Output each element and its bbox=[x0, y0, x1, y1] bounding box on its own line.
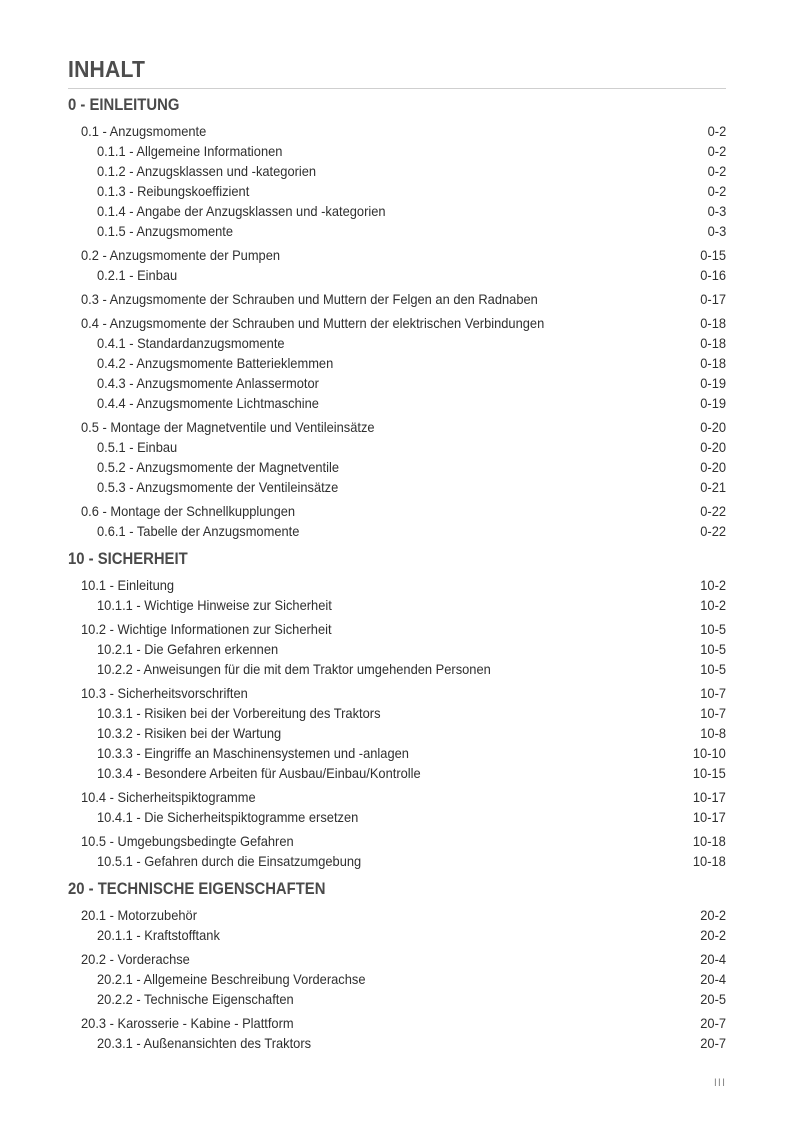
toc-group bbox=[0, 949, 794, 1009]
toc-group bbox=[0, 683, 794, 783]
toc-entry-title: 10.2.2 - Anweisungen für die mit dem Traktor umgehenden Personen bbox=[97, 661, 491, 677]
toc-entry-page: 0-18 bbox=[700, 335, 726, 351]
toc-subentry[interactable] bbox=[0, 141, 794, 161]
toc-entry-title: 0.3 - Anzugsmomente der Schrauben und Muttern der Felgen an den Radnaben bbox=[81, 291, 538, 307]
toc-subentry[interactable] bbox=[0, 437, 794, 457]
toc-group bbox=[0, 787, 794, 827]
toc-entry-page: 10-18 bbox=[693, 853, 726, 869]
toc-subentry[interactable] bbox=[0, 639, 794, 659]
toc-subentry[interactable] bbox=[0, 723, 794, 743]
toc-entry-page: 0-3 bbox=[707, 203, 726, 219]
toc-entry-page: 20-5 bbox=[700, 991, 726, 1007]
toc-entry-page: 10-5 bbox=[700, 661, 726, 677]
toc-entry[interactable] bbox=[0, 313, 794, 333]
toc-entry-title: 20.2.2 - Technische Eigenschaften bbox=[97, 991, 294, 1007]
toc-entry-page: 0-3 bbox=[707, 223, 726, 239]
toc-entry-title: 20.1 - Motorzubehör bbox=[81, 907, 197, 923]
toc-entry-page: 20-2 bbox=[700, 927, 726, 943]
toc-entry-title: 20.3 - Karosserie - Kabine - Plattform bbox=[81, 1015, 294, 1031]
toc-entry-page: 0-20 bbox=[700, 419, 726, 435]
toc-entry-page: 0-17 bbox=[700, 291, 726, 307]
toc-subentry[interactable] bbox=[0, 763, 794, 783]
toc-subentry[interactable] bbox=[0, 807, 794, 827]
toc-entry[interactable] bbox=[0, 683, 794, 703]
toc-group bbox=[0, 1013, 794, 1053]
toc-entry-page: 10-15 bbox=[693, 765, 726, 781]
toc-entry-page: 10-18 bbox=[693, 833, 726, 849]
toc-entry[interactable] bbox=[0, 575, 794, 595]
toc-entry[interactable] bbox=[0, 121, 794, 141]
toc-entry[interactable] bbox=[0, 949, 794, 969]
toc-subentry[interactable] bbox=[0, 1033, 794, 1053]
toc-entry-page: 10-2 bbox=[700, 597, 726, 613]
section-heading: 10 - SICHERHEIT bbox=[68, 550, 188, 568]
toc-entry-title: 0.4.4 - Anzugsmomente Lichtmaschine bbox=[97, 395, 319, 411]
table-of-contents bbox=[0, 93, 794, 1053]
toc-entry-title: 0.4.3 - Anzugsmomente Anlassermotor bbox=[97, 375, 319, 391]
toc-entry[interactable] bbox=[0, 1013, 794, 1033]
toc-entry-page: 10-5 bbox=[700, 621, 726, 637]
toc-entry-page: 10-10 bbox=[693, 745, 726, 761]
toc-entry-page: 10-2 bbox=[700, 577, 726, 593]
toc-entry-title: 10.3.2 - Risiken bei der Wartung bbox=[97, 725, 282, 741]
toc-entry[interactable] bbox=[0, 831, 794, 851]
toc-entry-page: 0-20 bbox=[700, 439, 726, 455]
toc-group bbox=[0, 905, 794, 945]
toc-entry-title: 0.1.5 - Anzugsmomente bbox=[97, 223, 234, 239]
toc-entry[interactable] bbox=[0, 501, 794, 521]
toc-entry-page: 0-22 bbox=[700, 503, 726, 519]
toc-entry-title: 10.5.1 - Gefahren durch die Einsatzumgebung bbox=[97, 853, 362, 869]
toc-entry-title: 10.4 - Sicherheitspiktogramme bbox=[81, 789, 256, 805]
toc-subentry[interactable] bbox=[0, 333, 794, 353]
toc-group bbox=[0, 313, 794, 413]
toc-entry-page: 0-21 bbox=[700, 479, 726, 495]
toc-group bbox=[0, 575, 794, 615]
toc-entry-page: 20-7 bbox=[700, 1035, 726, 1051]
toc-entry-title: 0.6.1 - Tabelle der Anzugsmomente bbox=[97, 523, 300, 539]
toc-entry-title: 10.1.1 - Wichtige Hinweise zur Sicherheit bbox=[97, 597, 332, 613]
toc-entry-title: 0.4 - Anzugsmomente der Schrauben und Muttern der elektrischen Verbindungen bbox=[81, 315, 545, 331]
toc-entry-title: 0.4.2 - Anzugsmomente Batterieklemmen bbox=[97, 355, 334, 371]
toc-subentry[interactable] bbox=[0, 925, 794, 945]
toc-group bbox=[0, 619, 794, 679]
toc-group bbox=[0, 289, 794, 309]
toc-entry-title: 0.5 - Montage der Magnetventile und Ventileinsätze bbox=[81, 419, 375, 435]
section-heading: 20 - TECHNISCHE EIGENSCHAFTEN bbox=[68, 880, 326, 898]
toc-entry[interactable] bbox=[0, 787, 794, 807]
toc-group bbox=[0, 245, 794, 285]
toc-entry-page: 0-15 bbox=[700, 247, 726, 263]
toc-entry-page: 0-2 bbox=[707, 123, 726, 139]
toc-entry[interactable] bbox=[0, 905, 794, 925]
toc-entry-page: 0-2 bbox=[707, 183, 726, 199]
toc-entry-title: 0.5.2 - Anzugsmomente der Magnetventile bbox=[97, 459, 340, 475]
toc-entry-page: 10-7 bbox=[700, 685, 726, 701]
toc-subentry[interactable] bbox=[0, 851, 794, 871]
toc-entry-title: 10.3 - Sicherheitsvorschriften bbox=[81, 685, 248, 701]
toc-entry-page: 20-4 bbox=[700, 951, 726, 967]
toc-entry-title: 0.1.4 - Angabe der Anzugsklassen und -kategorien bbox=[97, 203, 386, 219]
toc-subentry[interactable] bbox=[0, 221, 794, 241]
toc-entry-title: 0.4.1 - Standardanzugsmomente bbox=[97, 335, 285, 351]
toc-entry[interactable] bbox=[0, 417, 794, 437]
toc-entry-title: 20.2 - Vorderachse bbox=[81, 951, 190, 967]
toc-subentry[interactable] bbox=[0, 969, 794, 989]
toc-subentry[interactable] bbox=[0, 181, 794, 201]
page-number: III bbox=[713, 1077, 726, 1089]
section-heading: 0 - EINLEITUNG bbox=[68, 96, 180, 114]
toc-entry-title: 10.4.1 - Die Sicherheitspiktogramme ersetzen bbox=[97, 809, 359, 825]
toc-subentry[interactable] bbox=[0, 989, 794, 1009]
toc-entry-title: 0.5.3 - Anzugsmomente der Ventileinsätze bbox=[97, 479, 339, 495]
toc-entry[interactable] bbox=[0, 245, 794, 265]
toc-entry-page: 0-19 bbox=[700, 375, 726, 391]
toc-entry-title: 10.2.1 - Die Gefahren erkennen bbox=[97, 641, 279, 657]
toc-entry-page: 0-2 bbox=[707, 143, 726, 159]
toc-entry-title: 20.1.1 - Kraftstofftank bbox=[97, 927, 220, 943]
toc-entry-title: 10.3.1 - Risiken bei der Vorbereitung des Traktors bbox=[97, 705, 381, 721]
toc-entry-title: 0.1.3 - Reibungskoeffizient bbox=[97, 183, 250, 199]
toc-entry-page: 20-2 bbox=[700, 907, 726, 923]
toc-entry-title: 0.2.1 - Einbau bbox=[97, 267, 178, 283]
toc-entry-page: 0-18 bbox=[700, 355, 726, 371]
toc-subentry[interactable] bbox=[0, 353, 794, 373]
toc-subentry[interactable] bbox=[0, 393, 794, 413]
toc-entry-title: 0.2 - Anzugsmomente der Pumpen bbox=[81, 247, 281, 263]
toc-group bbox=[0, 501, 794, 541]
toc-subentry[interactable] bbox=[0, 703, 794, 723]
toc-entry-page: 10-8 bbox=[700, 725, 726, 741]
toc-entry-title: 10.1 - Einleitung bbox=[81, 577, 175, 593]
toc-entry-title: 0.5.1 - Einbau bbox=[97, 439, 178, 455]
toc-entry-title: 10.3.4 - Besondere Arbeiten für Ausbau/Einbau/Kontrolle bbox=[97, 765, 421, 781]
toc-entry-page: 0-20 bbox=[700, 459, 726, 475]
toc-subentry[interactable] bbox=[0, 659, 794, 679]
toc-entry-page: 20-7 bbox=[700, 1015, 726, 1031]
toc-entry-title: 10.3.3 - Eingriffe an Maschinensystemen und -anlagen bbox=[97, 745, 409, 761]
toc-group bbox=[0, 831, 794, 871]
toc-entry-title: 10.5 - Umgebungsbedingte Gefahren bbox=[81, 833, 294, 849]
toc-entry-title: 0.1.2 - Anzugsklassen und -kategorien bbox=[97, 163, 317, 179]
toc-entry-page: 10-5 bbox=[700, 641, 726, 657]
toc-entry-page: 10-17 bbox=[693, 809, 726, 825]
toc-entry-page: 0-16 bbox=[700, 267, 726, 283]
toc-entry[interactable] bbox=[0, 289, 794, 309]
toc-subentry[interactable] bbox=[0, 743, 794, 763]
toc-entry-title: 20.3.1 - Außenansichten des Traktors bbox=[97, 1035, 312, 1051]
toc-subentry[interactable] bbox=[0, 161, 794, 181]
toc-subentry[interactable] bbox=[0, 595, 794, 615]
toc-group bbox=[0, 417, 794, 497]
toc-entry-title: 0.6 - Montage der Schnellkupplungen bbox=[81, 503, 296, 519]
page-title: INHALT bbox=[68, 56, 146, 82]
toc-entry[interactable] bbox=[0, 619, 794, 639]
toc-entry-page: 10-7 bbox=[700, 705, 726, 721]
toc-entry-page: 20-4 bbox=[700, 971, 726, 987]
toc-subentry[interactable] bbox=[0, 201, 794, 221]
toc-entry-title: 0.1.1 - Allgemeine Informationen bbox=[97, 143, 283, 159]
toc-entry-page: 0-19 bbox=[700, 395, 726, 411]
toc-subentry[interactable] bbox=[0, 457, 794, 477]
toc-subentry[interactable] bbox=[0, 477, 794, 497]
toc-entry-page: 10-17 bbox=[693, 789, 726, 805]
toc-entry-title: 0.1 - Anzugsmomente bbox=[81, 123, 207, 139]
toc-entry-page: 0-18 bbox=[700, 315, 726, 331]
toc-subentry[interactable] bbox=[0, 521, 794, 541]
toc-subentry[interactable] bbox=[0, 373, 794, 393]
toc-subentry[interactable] bbox=[0, 265, 794, 285]
toc-entry-title: 10.2 - Wichtige Informationen zur Sicherheit bbox=[81, 621, 332, 637]
title-divider bbox=[68, 88, 726, 89]
toc-entry-page: 0-2 bbox=[707, 163, 726, 179]
toc-entry-title: 20.2.1 - Allgemeine Beschreibung Vorderachse bbox=[97, 971, 366, 987]
toc-group bbox=[0, 121, 794, 241]
toc-entry-page: 0-22 bbox=[700, 523, 726, 539]
